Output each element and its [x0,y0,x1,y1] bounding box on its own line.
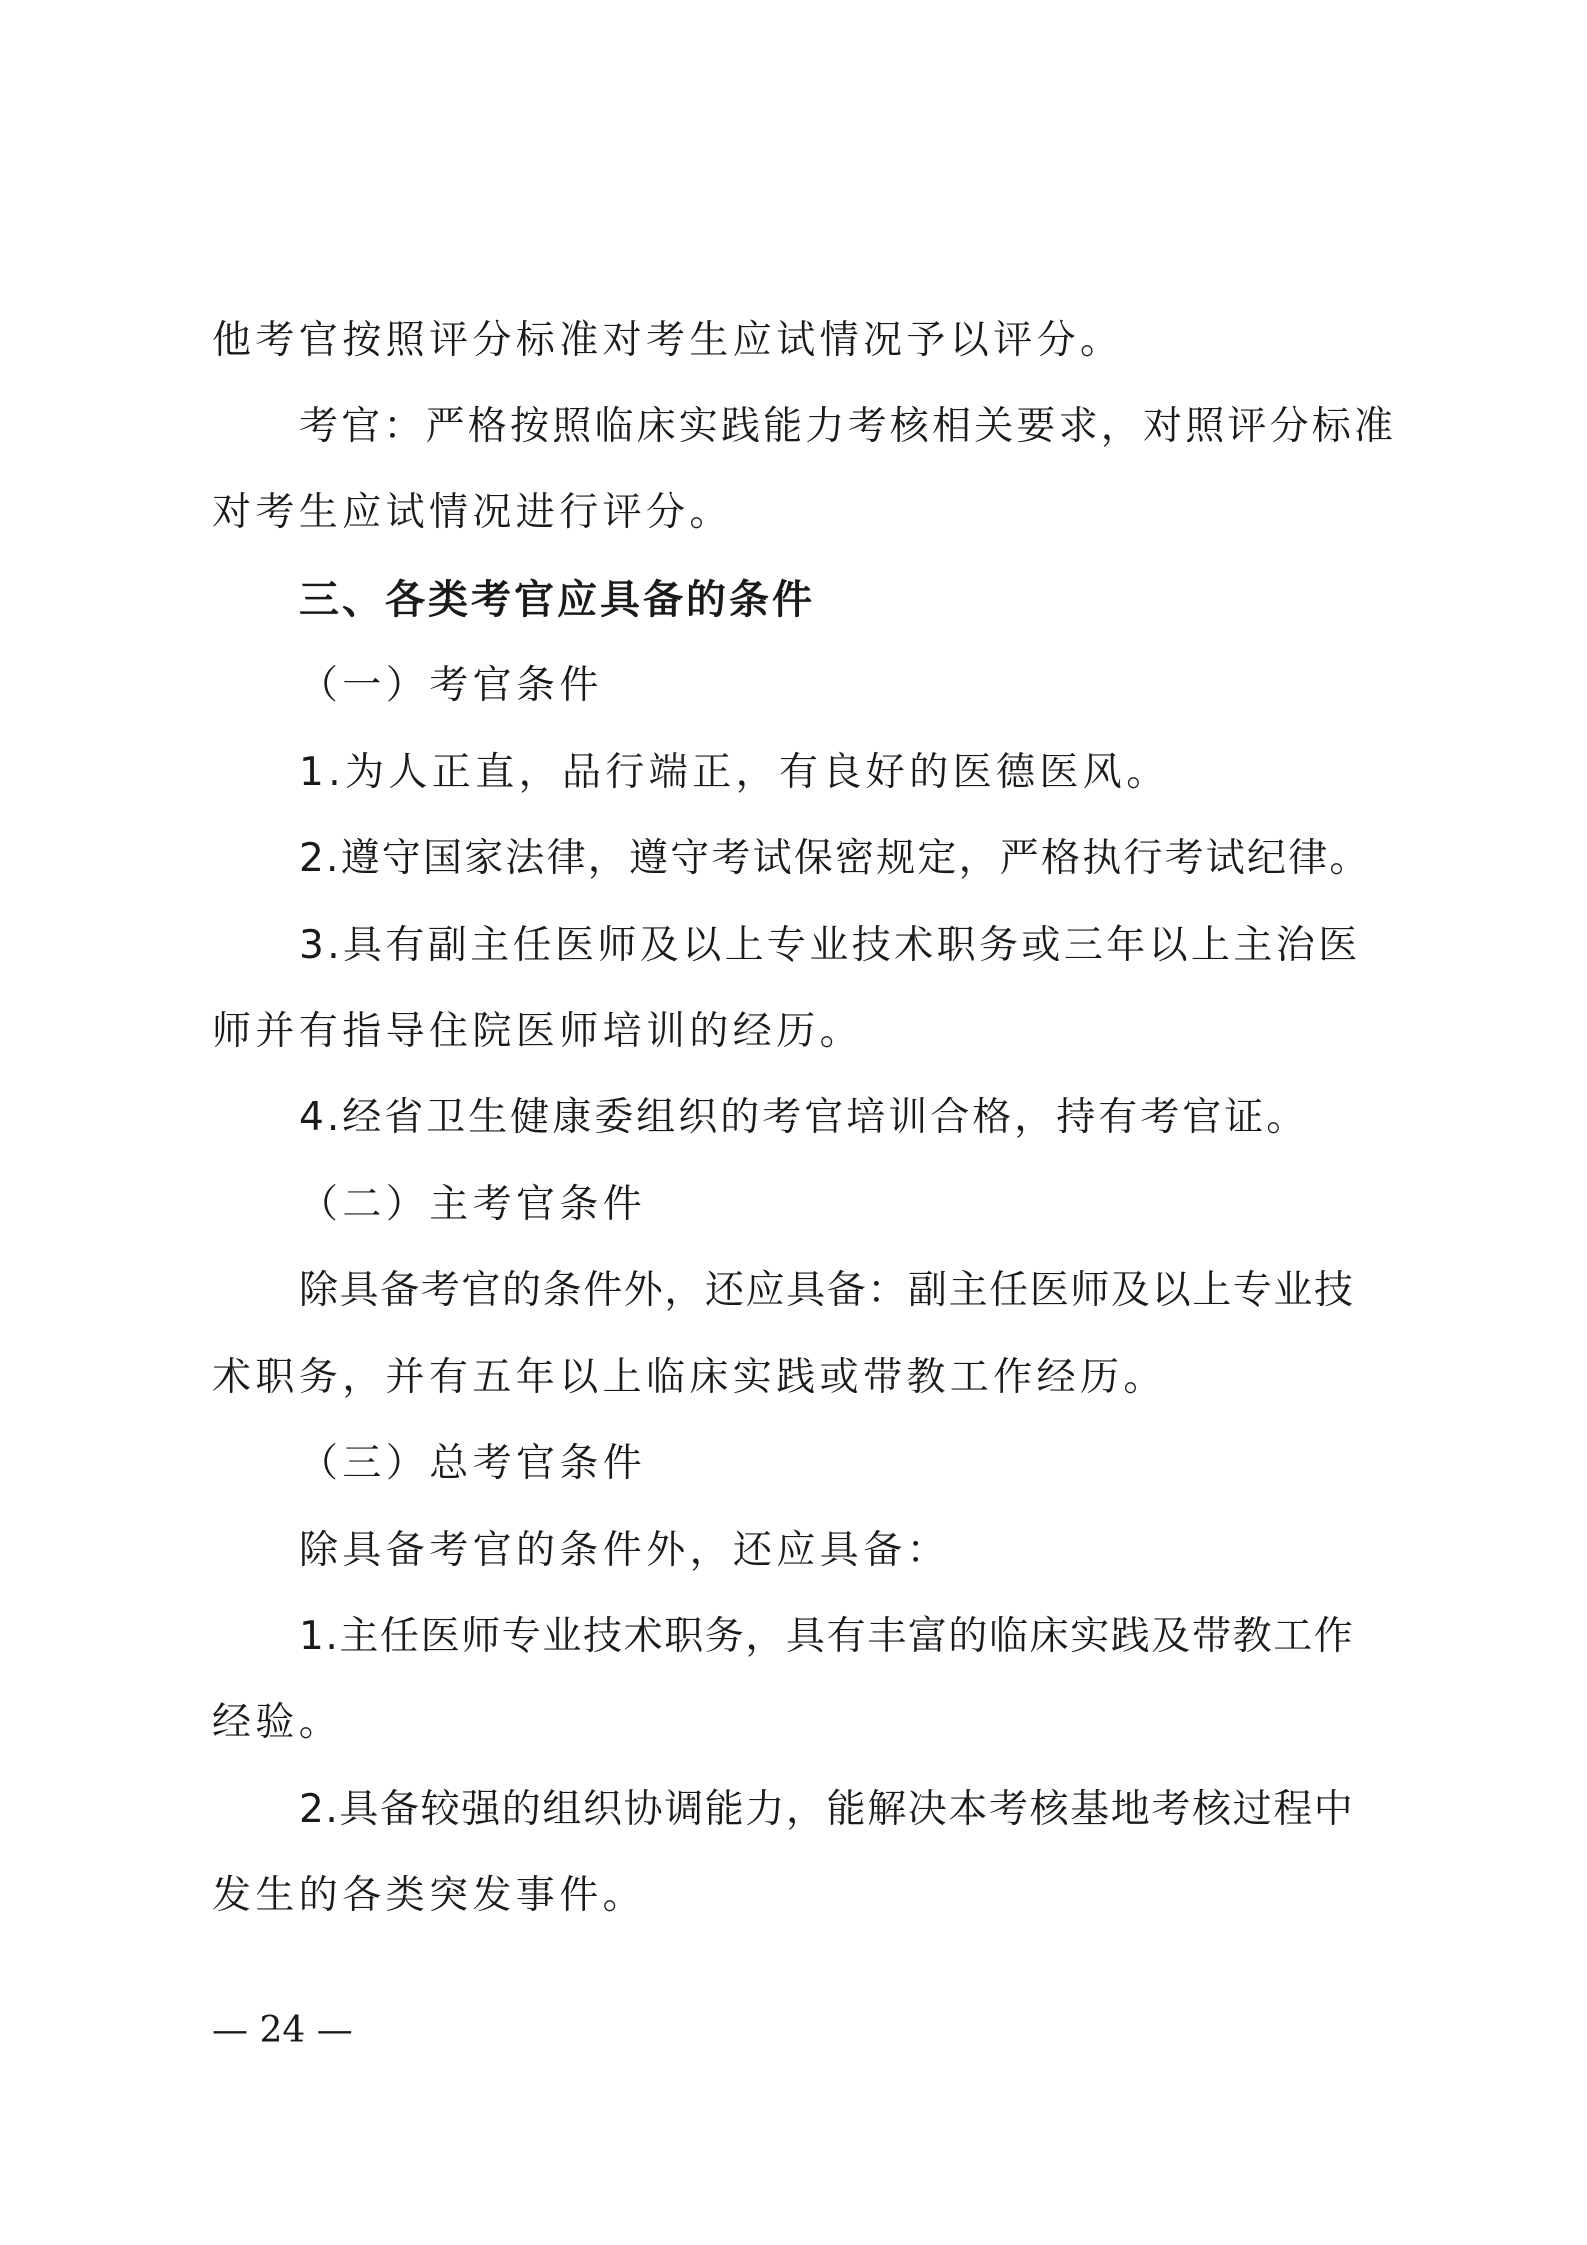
paragraph-line: 经验。 [212,1700,343,1745]
paragraph-line: 师并有指导住院医师培训的经历。 [212,1009,864,1054]
paragraph-line: 考官：严格按照临床实践能力考核相关要求，对照评分标准 [299,404,1397,449]
list-item: 4.经省卫生健康委组织的考官培训合格，持有考官证。 [299,1095,1309,1140]
paragraph-line: 他考官按照评分标准对考生应试情况予以评分。 [212,318,1124,363]
page-number: — 24 — [212,2010,353,2051]
list-item: 2.具备较强的组织协调能力，能解决本考核基地考核过程中 [299,1787,1355,1832]
list-item: 2.遵守国家法律，遵守考试保密规定，严格执行考试纪律。 [299,836,1371,881]
paragraph-line: 除具备考官的条件外，还应具备： [299,1528,951,1573]
subsection-heading: （二）主考官条件 [299,1182,647,1227]
paragraph-line: 对考生应试情况进行评分。 [212,490,733,535]
paragraph-line: 除具备考官的条件外，还应具备：副主任医师及以上专业技 [299,1268,1355,1313]
subsection-heading: （一）考官条件 [299,663,603,708]
paragraph-line: 术职务，并有五年以上临床实践或带教工作经历。 [212,1355,1167,1400]
list-item: 1.主任医师专业技术职务，具有丰富的临床实践及带教工作 [299,1614,1355,1659]
subsection-heading: （三）总考官条件 [299,1441,647,1486]
paragraph-line: 发生的各类突发事件。 [212,1873,647,1918]
list-item: 1.为人正直，品行端正，有良好的医德医风。 [299,750,1170,795]
section-heading: 三、各类考官应具备的条件 [299,577,815,623]
list-item: 3.具有副主任医师及以上专业技术职务或三年以上主治医 [299,923,1361,968]
